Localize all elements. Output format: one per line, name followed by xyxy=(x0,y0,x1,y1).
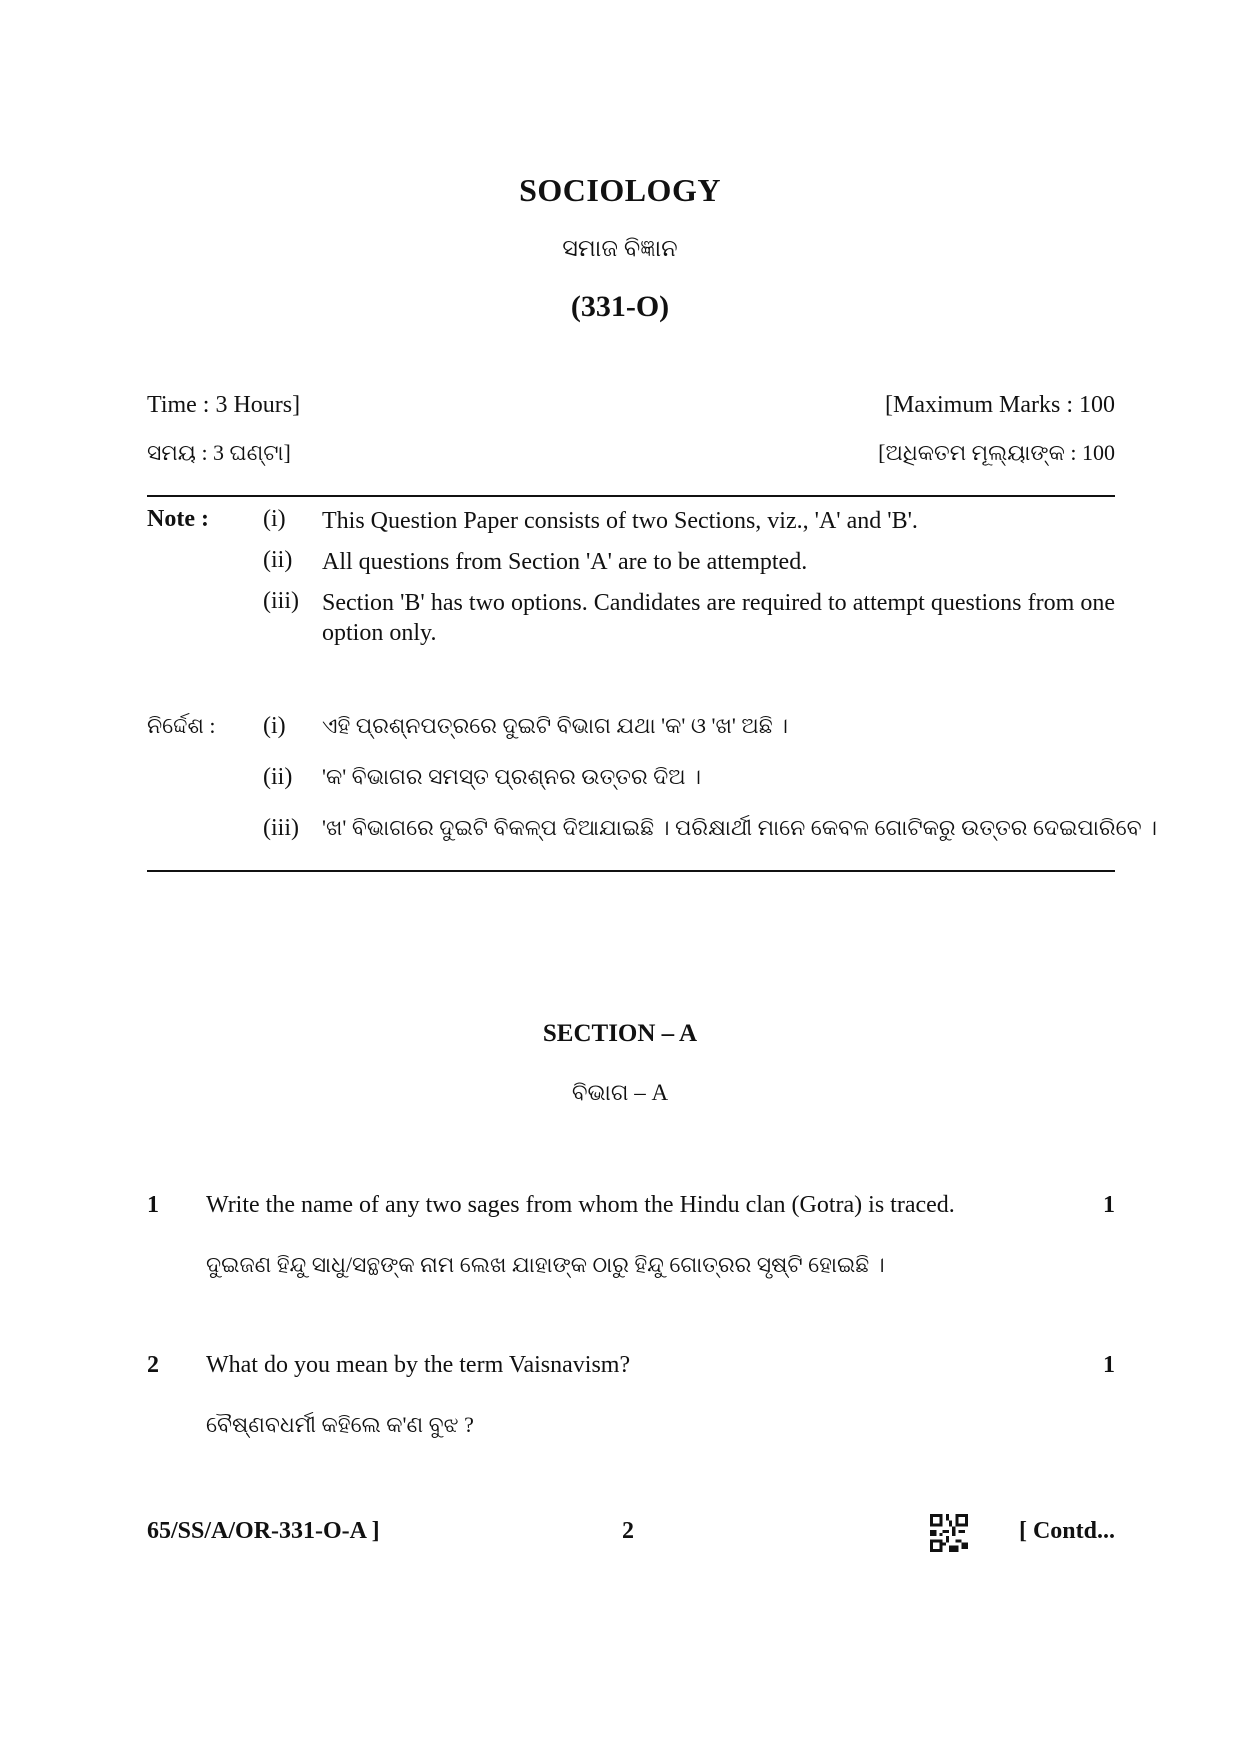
qr-code-icon xyxy=(930,1514,968,1552)
note-label: Note : xyxy=(147,506,209,532)
note-item-number-odia: (ii) xyxy=(263,764,293,790)
paper-code: (331-O) xyxy=(570,290,670,323)
question-text: Write the name of any two sages from whom the Hindu clan (Gotra) is traced. xyxy=(206,1192,955,1218)
question-text: What do you mean by the term Vaisnavism? xyxy=(206,1352,631,1378)
note-item-number-odia: (i) xyxy=(263,713,286,739)
question-marks: 1 xyxy=(1103,1192,1115,1218)
paper-footer-code: 65/SS/A/OR-331-O-A ] xyxy=(147,1518,380,1544)
note-item-text-odia: 'ଖ' ବିଭାଗରେ ଦୁଇଟି ବିକଳ୍ପ ଦିଆଯାଇଛି । ପରିକ୍ଷାର୍ଥୀ ମାନେ କେବଳ ଗୋଟିକରୁ ଉତ୍ତର ଦେଇପାରିବେ । xyxy=(322,815,1157,840)
time-allowed: Time : 3 Hours] xyxy=(147,392,301,418)
section-title-odia: ବିଭାଗ – A xyxy=(571,1080,669,1105)
note-item-text: This Question Paper consists of two Sections, viz., 'A' and 'B'. xyxy=(322,508,918,534)
note-item-number-odia: (iii) xyxy=(263,815,299,841)
note-item-text-odia: ଏହି ପ୍ରଶ୍ନପତ୍ରରେ ଦୁଇଟି ବିଭାଗ ଯଥା 'କ' ଓ 'ଖ' ଅଛି । xyxy=(322,713,789,738)
section-title: SECTION – A xyxy=(542,1020,698,1047)
note-label-odia: ନିର୍ଦ୍ଦେଶ : xyxy=(147,713,216,738)
question-number: 1 xyxy=(147,1192,159,1218)
note-item-number: (iii) xyxy=(263,588,299,614)
subject-title: SOCIOLOGY xyxy=(519,172,721,208)
question-text-odia: ଦୁଇଜଣ ହିନ୍ଦୁ ସାଧୁ/ସନ୍ଥଙ୍କ ନାମ ଲେଖ ଯାହାଙ୍କ ଠାରୁ ହିନ୍ଦୁ ଗୋତ୍ରର ସୃଷ୍ଟି ହୋଇଛି । xyxy=(206,1252,885,1277)
divider-top xyxy=(147,495,1115,497)
page-number: 2 xyxy=(622,1518,634,1544)
note-item-number: (i) xyxy=(263,506,286,532)
note-item-text-odia: 'କ' ବିଭାଗର ସମସ୍ତ ପ୍ରଶ୍ନର ଉତ୍ତର ଦିଅ । xyxy=(322,764,702,789)
note-item-number: (ii) xyxy=(263,547,293,573)
divider-bottom xyxy=(147,870,1115,872)
question-marks: 1 xyxy=(1103,1352,1115,1378)
continued-label: [ Contd... xyxy=(1018,1518,1115,1544)
note-item-text: Section 'B' has two options. Candidates are required to attempt questions from one option only. xyxy=(322,590,1115,646)
maximum-marks-odia: [ଅଧିକତମ ମୂଲ୍ୟାଙ୍କ : 100 xyxy=(878,440,1115,465)
question-text-odia: ବୈଷ୍ଣବଧର୍ମୀ କହିଲେ କ'ଣ ବୁଝ ? xyxy=(206,1412,474,1437)
question-number: 2 xyxy=(147,1352,159,1378)
subject-title-odia: ସମାଜ ବିଜ୍ଞାନ xyxy=(562,236,678,262)
note-item-text: All questions from Section 'A' are to be attempted. xyxy=(322,549,808,575)
maximum-marks: [Maximum Marks : 100 xyxy=(885,392,1115,418)
time-allowed-odia: ସମୟ : 3 ଘଣ୍ଟା] xyxy=(147,440,291,465)
